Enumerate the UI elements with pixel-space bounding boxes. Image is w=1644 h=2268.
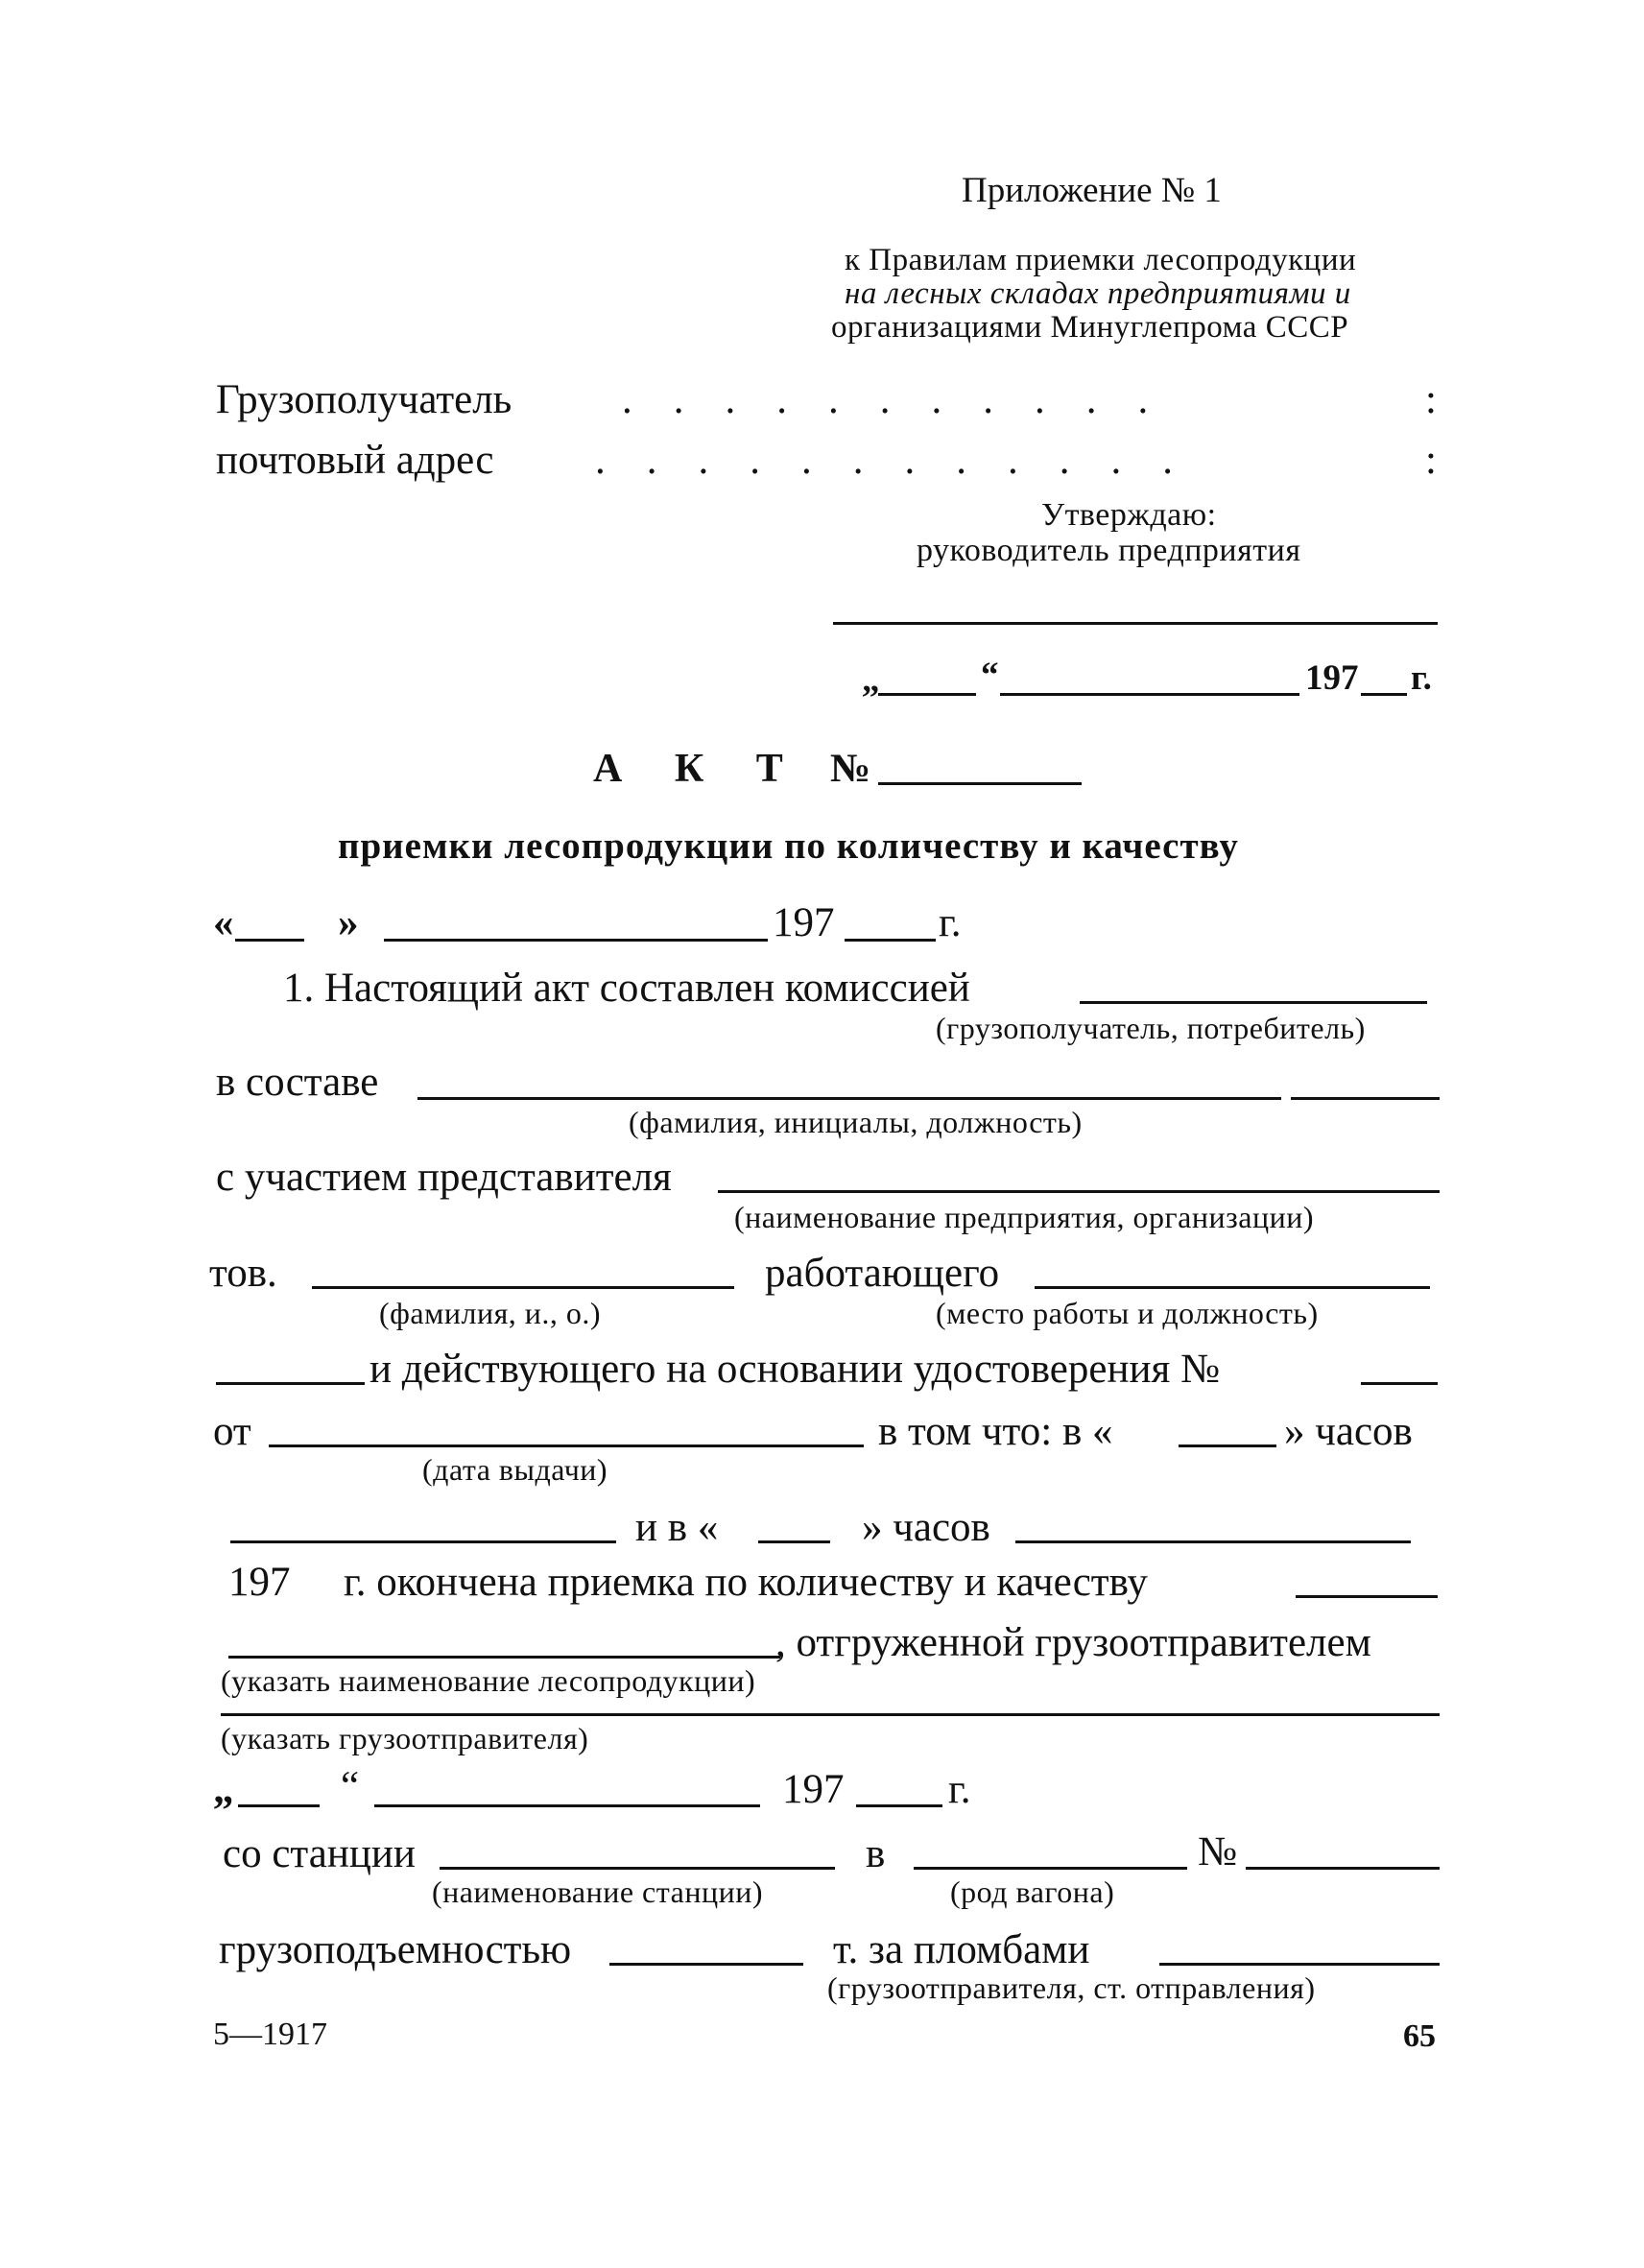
approval-year-line <box>1361 693 1407 696</box>
postal-address-colon: : <box>1425 438 1437 483</box>
representative-line <box>718 1190 1440 1193</box>
caption-issue-date: (дата выдачи) <box>422 1452 608 1487</box>
page-number: 65 <box>1403 2018 1436 2054</box>
appendix-ref-line3: организациями Минуглепрома СССР <box>831 310 1349 345</box>
composition-line-1 <box>417 1097 1281 1100</box>
year-end: 197 <box>228 1560 291 1605</box>
approval-year-suffix: г. <box>1411 658 1432 698</box>
appendix-ref-line1: к Правилам приемки лесопродукции <box>845 243 1357 277</box>
approval-day-line <box>878 693 976 696</box>
caption-fio-position: (фамилия, инициалы, должность) <box>629 1105 1083 1139</box>
with-representative-label: с участием представителя <box>216 1155 672 1200</box>
consignee-colon: : <box>1425 377 1437 422</box>
appendix-title: Приложение № 1 <box>962 171 1222 210</box>
act-date-close: » <box>338 900 359 945</box>
act-month-line <box>384 939 768 942</box>
and-in-text: и в « <box>635 1505 719 1550</box>
station-line <box>440 1867 835 1870</box>
act-date-open: « <box>213 900 234 945</box>
p1-text: 1. Настоящий акт составлен комиссией <box>283 966 970 1011</box>
certificate-number-line <box>1361 1382 1438 1385</box>
hours1-line <box>1179 1444 1276 1447</box>
caption-shipper: (указать грузоотправителя) <box>221 1721 589 1755</box>
caption-enterprise: (наименование предприятия, организации) <box>734 1200 1314 1234</box>
caption-station: (наименование станции) <box>432 1874 763 1909</box>
approval-month-line <box>1000 693 1299 696</box>
finished-suffix-line <box>1296 1595 1438 1598</box>
date2-day-line <box>238 1804 320 1807</box>
appendix-ref-line2: на лесных складах предприятиями и <box>845 276 1351 311</box>
caption-consignee: (грузополучатель, потребитель) <box>936 1011 1366 1045</box>
caption-fio-short: (фамилия, и., о.) <box>379 1296 602 1330</box>
wagon-number-line <box>1246 1867 1440 1870</box>
act-year: 197 <box>773 900 835 945</box>
from-label: от <box>213 1409 251 1454</box>
act-year-suffix: г. <box>939 900 962 945</box>
hours1-text: » часов <box>1284 1409 1413 1454</box>
comrade-label: тов. <box>209 1251 277 1296</box>
act-number-sign: № <box>830 747 871 791</box>
shipped-text: , отгруженной грузоотправителем <box>775 1620 1371 1665</box>
caption-workplace: (место работы и должность) <box>936 1296 1319 1330</box>
shipper-line <box>221 1713 1440 1716</box>
finished-text: г. окончена приемка по количеству и качеству <box>344 1560 1148 1605</box>
date2-year-suffix: г. <box>948 1767 971 1812</box>
approval-signature-line <box>833 622 1438 625</box>
consignee-label: Грузополучатель <box>216 377 512 422</box>
sheet-code: 5—1917 <box>213 2017 327 2052</box>
workplace-line <box>1035 1286 1430 1289</box>
approval-year: 197 <box>1305 658 1359 698</box>
product-line <box>228 1656 780 1659</box>
caption-wagon: (род вагона) <box>950 1874 1115 1909</box>
p1-commission-line <box>1080 1001 1427 1004</box>
composition-label: в составе <box>216 1060 379 1105</box>
act-subtitle: приемки лесопродукции по количеству и качеству <box>338 825 1239 867</box>
hours2-text: » часов <box>862 1505 990 1550</box>
caption-seals: (грузоотправителя, ст. отправления) <box>827 1970 1316 2005</box>
wagon-number-sign: № <box>1198 1829 1238 1874</box>
acting-text: и действующего на основании удостоверения № <box>369 1347 1221 1392</box>
date2-quote-close: “ <box>341 1764 360 1809</box>
approval-head: руководитель предприятия <box>917 533 1301 568</box>
capacity-label: грузоподъемностью <box>219 1927 572 1972</box>
comrade-name-line <box>312 1286 734 1289</box>
seals-label: т. за пломбами <box>833 1927 1090 1972</box>
hours2-suffix-line <box>1015 1540 1411 1543</box>
act-day-line <box>235 939 304 942</box>
acting-prefix-line <box>216 1382 365 1385</box>
seals-line <box>1159 1963 1440 1966</box>
capacity-line <box>609 1963 803 1966</box>
issue-date-line <box>269 1444 864 1447</box>
approval-quote-open: „ <box>862 660 880 700</box>
approval-approve: Утверждаю: <box>1041 497 1217 533</box>
postal-address-label: почтовый адрес <box>216 438 494 483</box>
date2-year: 197 <box>782 1767 845 1812</box>
caption-product: (указать наименование лесопродукции) <box>221 1663 756 1698</box>
hours2-line <box>758 1540 830 1543</box>
and-in-prefix-line <box>230 1540 616 1543</box>
that-text: в том что: в « <box>878 1409 1113 1454</box>
postal-address-dots: . . . . . . . . . . . . <box>595 438 1173 483</box>
in-label: в <box>866 1831 886 1876</box>
working-label: работающего <box>765 1251 1000 1296</box>
date2-year-line <box>856 1804 942 1807</box>
act-title: А К Т <box>593 747 804 791</box>
approval-quote-close: “ <box>981 656 999 695</box>
date2-quote-open: „ <box>213 1767 234 1812</box>
act-number-line <box>878 782 1082 785</box>
wagon-line <box>914 1867 1187 1870</box>
from-station-label: со станции <box>223 1831 416 1876</box>
consignee-dots: . . . . . . . . . . . <box>622 377 1149 422</box>
date2-month-line <box>374 1804 760 1807</box>
composition-line-2 <box>1291 1097 1440 1100</box>
act-year-line <box>845 939 936 942</box>
